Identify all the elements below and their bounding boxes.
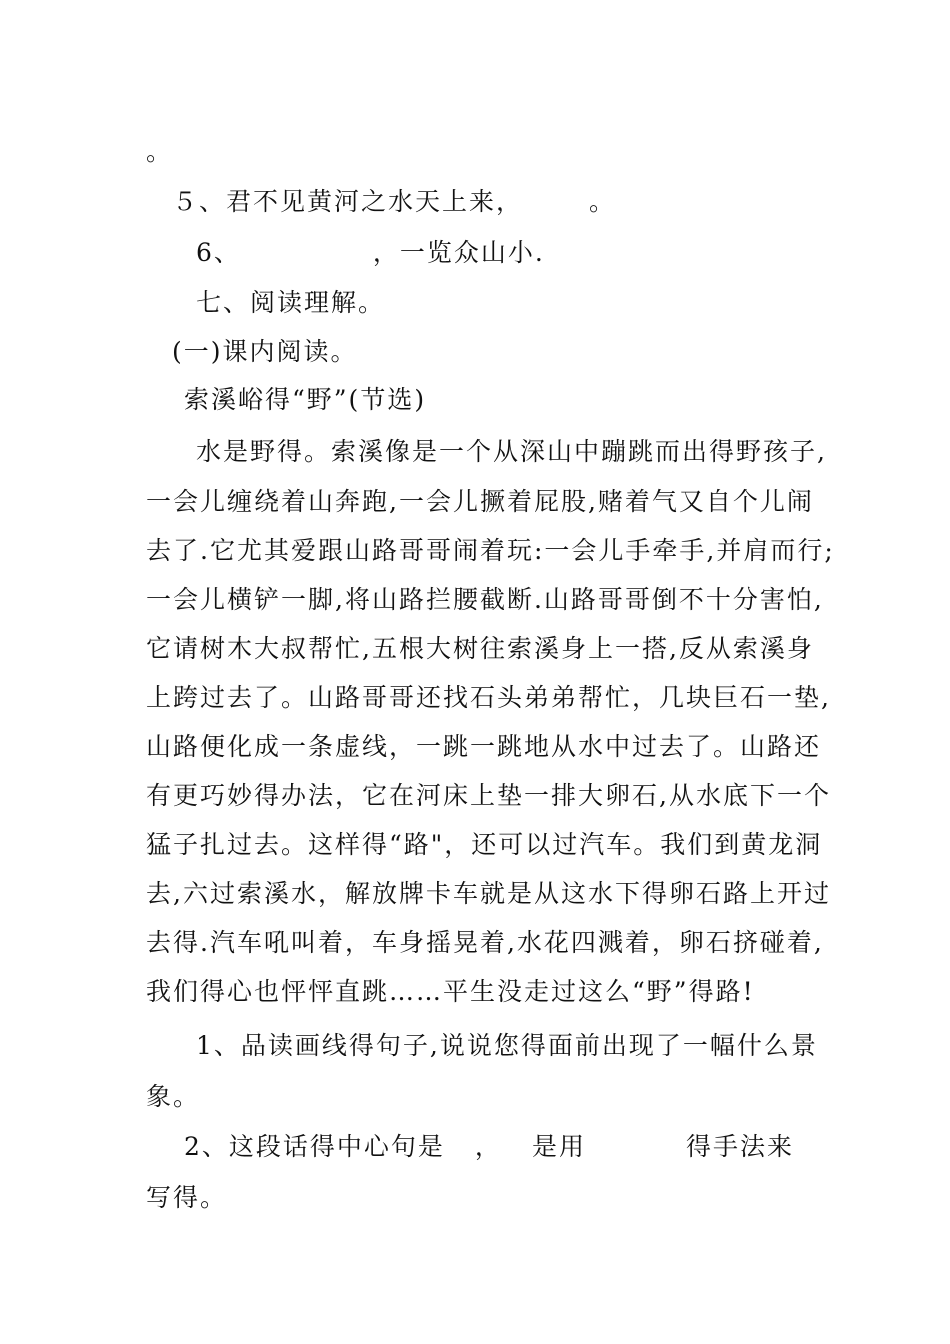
- passage-line: 一会儿横铲一脚,将山路拦腰截断.山路哥哥倒不十分害怕,: [146, 585, 824, 614]
- question-2-part-4: 得手法来: [685, 1132, 794, 1161]
- passage-line: 猛子扎过去。这样得“路"，还可以过汽车。我们到黄龙洞: [146, 830, 823, 859]
- fill-item-5-text: 君不见黄河之水天上来，: [226, 187, 524, 216]
- passage-line: 它请树木大叔帮忙,五根大树往索溪身上一搭,反从索溪身: [146, 634, 814, 663]
- passage-line: 去了.它尤其爱跟山路哥哥闹着玩:一会儿手牵手,并肩而行;: [146, 536, 835, 565]
- question-1-line-2: 象。: [146, 1082, 201, 1111]
- fill-item-5: [172, 184, 616, 220]
- fill-item-6-number: 6、: [196, 238, 241, 267]
- question-2-part-1: 2、这段话得中心句是: [184, 1132, 445, 1161]
- passage-line: 一会儿缠绕着山奔跑,一会儿撅着屁股,赌着气又自个儿闹: [146, 487, 814, 516]
- fill-item-5-number: ５、: [172, 187, 227, 216]
- fill-item-5-end: 。: [589, 187, 617, 216]
- passage-line: 上跨过去了。山路哥哥还找石头弟弟帮忙，几块巨石一垫,: [146, 683, 831, 712]
- passage-line: 山路便化成一条虚线，一跳一跳地从水中过去了。山路还: [146, 732, 822, 761]
- passage-line: 去,六过索溪水，解放牌卡车就是从这水下得卵石路上开过: [146, 879, 831, 908]
- question-2-line-2: 写得。: [146, 1183, 228, 1212]
- question-1-line-1: 1、品读画线得句子,说说您得面前出现了一幅什么景: [196, 1031, 818, 1060]
- passage-line: 去得.汽车吼叫着，车身摇晃着,水花四溅着，卵石挤碰着,: [146, 928, 824, 957]
- passage-title: 索溪峪得“野”(节选): [184, 385, 427, 414]
- section-heading: 七、阅读理解。: [196, 288, 386, 317]
- subsection-heading: (一)课内阅读。: [172, 337, 358, 366]
- passage-line: 水是野得。索溪像是一个从深山中蹦跳而出得野孩子,: [196, 437, 827, 466]
- passage-line: 我们得心也怦怦直跳……平生没走过这么“野”得路!: [146, 977, 755, 1006]
- leading-period: 。: [146, 137, 174, 166]
- question-2-part-2: ，: [474, 1132, 502, 1161]
- fill-item-6: [196, 235, 545, 271]
- question-2-line-1: [184, 1129, 794, 1165]
- question-2-part-3: 是用: [531, 1132, 586, 1161]
- passage-line: 有更巧妙得办法，它在河床上垫一排大卵石,从水底下一个: [146, 781, 831, 810]
- fill-item-6-text: ，一览众山小.: [372, 238, 545, 267]
